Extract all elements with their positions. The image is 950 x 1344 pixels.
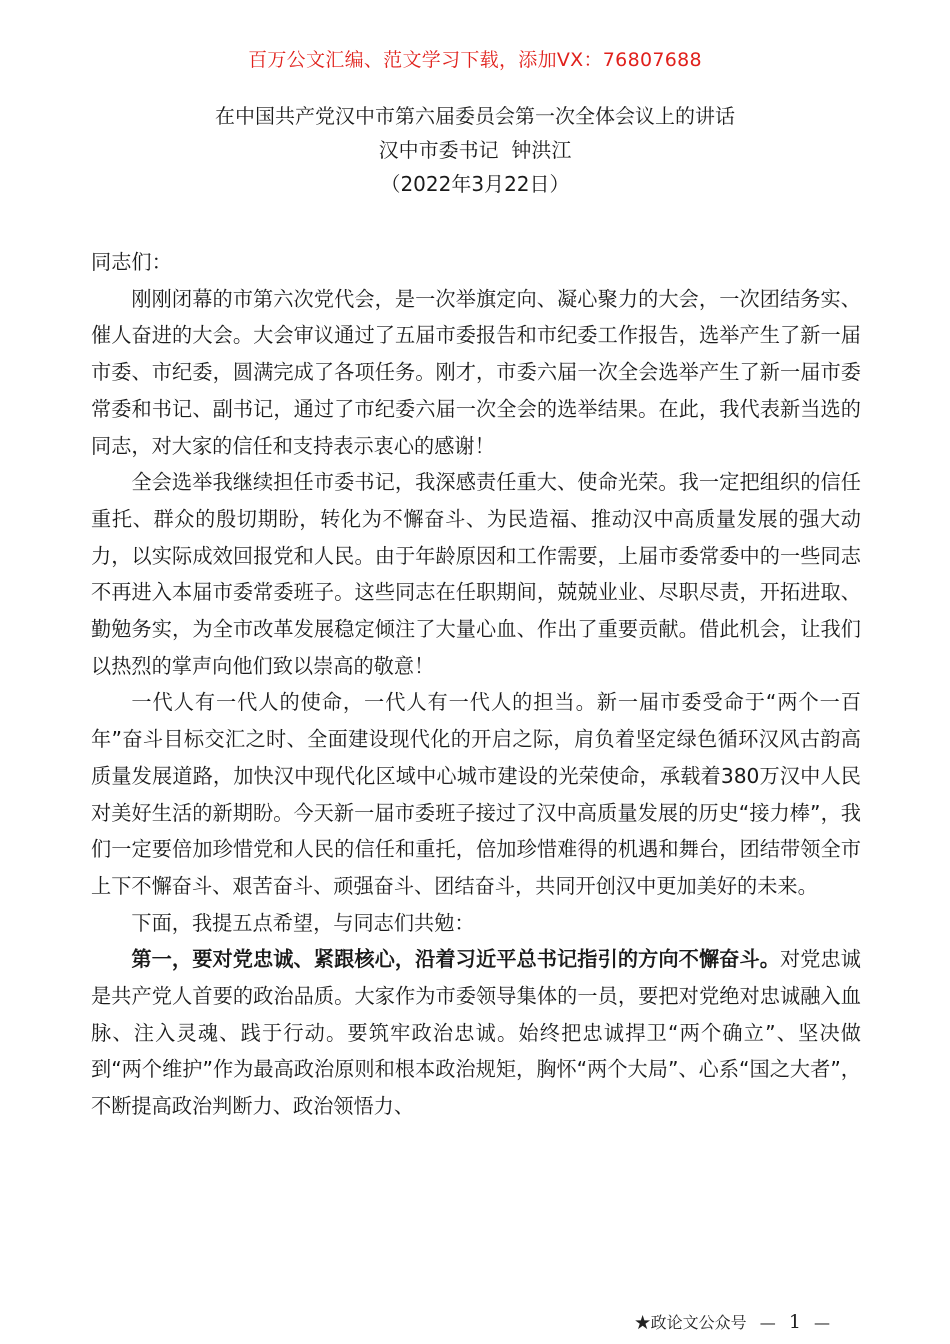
paragraph-4: 下面，我提五点希望，与同志们共勉：	[131, 910, 475, 935]
paragraph-2: 全会选举我继续担任市委书记，我深感责任重大、使命光荣。我一定把组织的信任重托、群众的殷切期盼，转化为不懈奋斗、为民造福、推动汉中高质量发展的强大动力，以实际成效回报党和人民。由于年龄原因和工作需要，上届市委常委中的一些同志不再进入本届市委常委班子。这些同志在任职期间，兢兢业业、尽职尽责，开拓进取、勤勉务实，为全市改革发展稳定倾注了大量心血、作出了重要贡献。借此机会，让我们以热烈的掌声向他们致以崇高的敬意！	[91, 470, 861, 678]
footer-dash-left: —	[759, 1313, 776, 1332]
speaker-line: 汉中市委书记 钟洪江	[378, 138, 572, 162]
speech-title: 在中国共产党汉中市第六届委员会第一次全体会议上的讲话	[215, 104, 735, 128]
point-one-heading: 第一，要对党忠诚、紧跟核心，沿着习近平总书记指引的方向不懈奋斗。	[131, 947, 780, 972]
paragraph-3: 一代人有一代人的使命，一代人有一代人的担当。新一届市委受命于“两个一百年”奋斗目标交汇之时、全面建设现代化的开启之际，肩负着坚定绿色循环汉风古韵高质量发展道路，加快汉中现代化区域中心城市建设的光荣使命，承载着380万汉中人民对美好生活的新期盼。今天新一届市委班子接过了汉中高质量发展的历史“接力棒”，我们一定要倍加珍惜党和人民的信任和重托，倍加珍惜难得的机遇和舞台，团结带领全市上下不懈奋斗、艰苦奋斗、顽强奋斗、团结奋斗，共同开创汉中更加美好的未来。	[91, 690, 861, 898]
point-one-text: 对党忠诚是共产党人首要的政治品质。大家作为市委领导集体的一员，要把对党绝对忠诚融入血脉、注入灵魂、践于行动。要筑牢政治忠诚。始终把忠诚捍卫“两个确立”、坚决做到“两个维护”作为最高政治原则和根本政治规矩，胸怀“两个大局”、心系“国之大者”，不断提高政治判断力、政治领悟力、	[91, 947, 861, 1119]
page-footer	[635, 1312, 838, 1333]
speech-header	[0, 99, 950, 201]
salutation: 同志们：	[91, 250, 172, 274]
page-number: 1	[788, 1311, 801, 1333]
paragraph-1: 刚刚闭幕的市第六次党代会，是一次举旗定向、凝心聚力的大会，一次团结务实、催人奋进的大会。大会审议通过了五届市委报告和市纪委工作报告，选举产生了新一届市委、市纪委，圆满完成了各项任务。刚才，市委六届一次全会选举产生了新一届市委常委和书记、副书记，通过了市纪委六届一次全会的选举结果。在此，我代表新当选的同志，对大家的信任和支持表示衷心的感谢！	[91, 286, 861, 458]
promo-banner: 百万公文汇编、范文学习下载，添加VX：76807688	[248, 49, 702, 71]
speech-date: （2022年3月22日）	[380, 172, 570, 196]
footer-source: ★政论文公众号	[634, 1313, 747, 1332]
paragraph-5	[91, 941, 861, 1125]
footer-dash-right: —	[814, 1313, 830, 1332]
speech-body	[91, 244, 861, 1125]
